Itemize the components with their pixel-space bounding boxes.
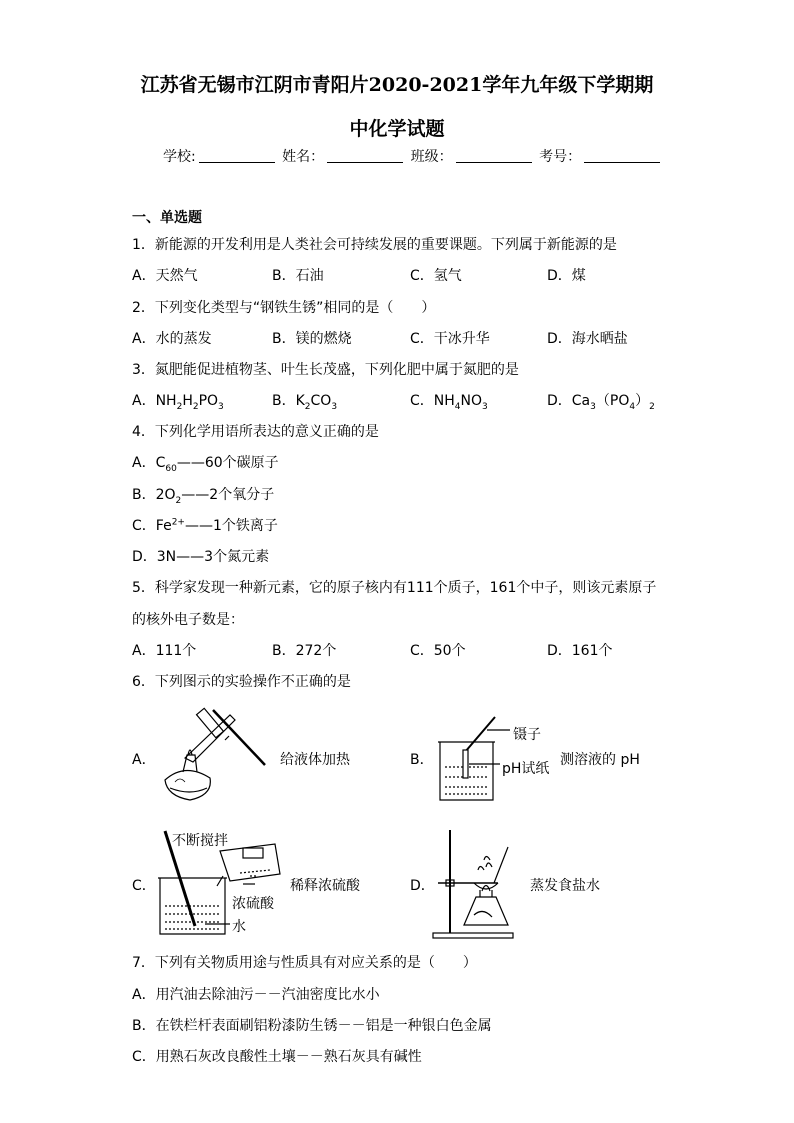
- figure-a-caption: 给液体加热: [280, 752, 350, 768]
- option-d[interactable]: D．煤: [547, 268, 586, 284]
- ph-paper-label: pH试纸: [502, 761, 550, 777]
- name-field[interactable]: [327, 148, 403, 163]
- option-c[interactable]: C．$NH_4NO_3$: [410, 393, 488, 412]
- option-b[interactable]: B．石油: [272, 268, 324, 284]
- class-field[interactable]: [456, 148, 532, 163]
- option-b[interactable]: B．镁的燃烧: [272, 331, 352, 347]
- acid-label: 浓硫酸: [232, 896, 274, 912]
- option-b[interactable]: B．272个: [272, 643, 337, 659]
- water-label: 水: [232, 919, 246, 935]
- question-1-stem: 1．新能源的开发利用是人类社会可持续发展的重要课题。下列属于新能源的是: [132, 237, 617, 253]
- option-c[interactable]: C．用熟石灰改良酸性土壤－－熟石灰具有碱性: [132, 1049, 422, 1065]
- title-line-1: 江苏省无锡市江阴市青阳片2020-2021学年九年级下学期期: [140, 74, 654, 96]
- option-a[interactable]: A．: [132, 752, 156, 768]
- school-label: 学校:: [163, 149, 196, 165]
- question-2-stem: 2．下列变化类型与“钢铁生锈”相同的是（ ）: [132, 300, 436, 316]
- option-b[interactable]: B．$2O_2——2$个氧分子: [132, 487, 275, 506]
- option-a[interactable]: A．$C_{60}——60$个碳原子: [132, 455, 279, 474]
- section-title: 一、单选题: [132, 210, 202, 226]
- school-field[interactable]: [199, 148, 275, 163]
- option-c[interactable]: C．: [132, 878, 156, 894]
- heating-liquid-figure: [155, 700, 285, 805]
- option-a[interactable]: A．用汽油去除油污－－汽油密度比水小: [132, 987, 380, 1003]
- exam-no-label: 考号：: [539, 149, 582, 165]
- question-6-stem: 6．下列图示的实验操作不正确的是: [132, 674, 351, 690]
- option-d[interactable]: D．海水晒盐: [547, 331, 628, 347]
- option-d[interactable]: D．3N——3个氮元素: [132, 549, 270, 565]
- figure-b-caption: 测溶液的 pH: [560, 752, 640, 768]
- figure-d-caption: 蒸发食盐水: [530, 878, 600, 894]
- option-a[interactable]: A．111个: [132, 643, 197, 659]
- question-7-stem: 7．下列有关物质用途与性质具有对应关系的是（ ）: [132, 955, 477, 971]
- figure-c-caption: 稀释浓硫酸: [290, 878, 360, 894]
- option-a[interactable]: A．$NH_2H_2PO_3$: [132, 393, 224, 412]
- class-label: 班级：: [410, 149, 453, 165]
- option-b[interactable]: B．在铁栏杆表面刷铝粉漆防生锈－－铝是一种银白色金属: [132, 1018, 492, 1034]
- tweezers-label: 镊子: [513, 727, 541, 743]
- option-a[interactable]: A．天然气: [132, 268, 198, 284]
- question-4-stem: 4．下列化学用语所表达的意义正确的是: [132, 424, 379, 440]
- option-d[interactable]: D．$Ca_3(PO_4)_2$: [547, 393, 655, 412]
- option-d[interactable]: D．: [410, 878, 435, 894]
- title-line-2: 中化学试题: [349, 118, 445, 140]
- option-b[interactable]: B．: [410, 752, 434, 768]
- student-info-row: [163, 146, 663, 166]
- option-c[interactable]: C．50个: [410, 643, 466, 659]
- name-label: 姓名：: [282, 149, 325, 165]
- option-c[interactable]: C．干冰升华: [410, 331, 490, 347]
- stir-label: 不断搅拌: [172, 833, 228, 849]
- question-3-stem: 3．氮肥能促进植物茎、叶生长茂盛，下列化肥中属于氮肥的是: [132, 362, 519, 378]
- option-d[interactable]: D．161个: [547, 643, 613, 659]
- option-c[interactable]: C．氢气: [410, 268, 462, 284]
- option-c[interactable]: C．$Fe^{2+}——1$个铁离子: [132, 517, 278, 534]
- exam-no-field[interactable]: [584, 148, 660, 163]
- question-5-stem-line-2: 的核外电子数是：: [132, 612, 244, 628]
- question-5-stem-line-1: 5．科学家发现一种新元素，它的原子核内有111个质子，161个中子，则该元素原子: [132, 580, 657, 596]
- evaporation-figure: [428, 825, 518, 940]
- option-a[interactable]: A．水的蒸发: [132, 331, 212, 347]
- option-b[interactable]: B．$K_2CO_3$: [272, 393, 338, 412]
